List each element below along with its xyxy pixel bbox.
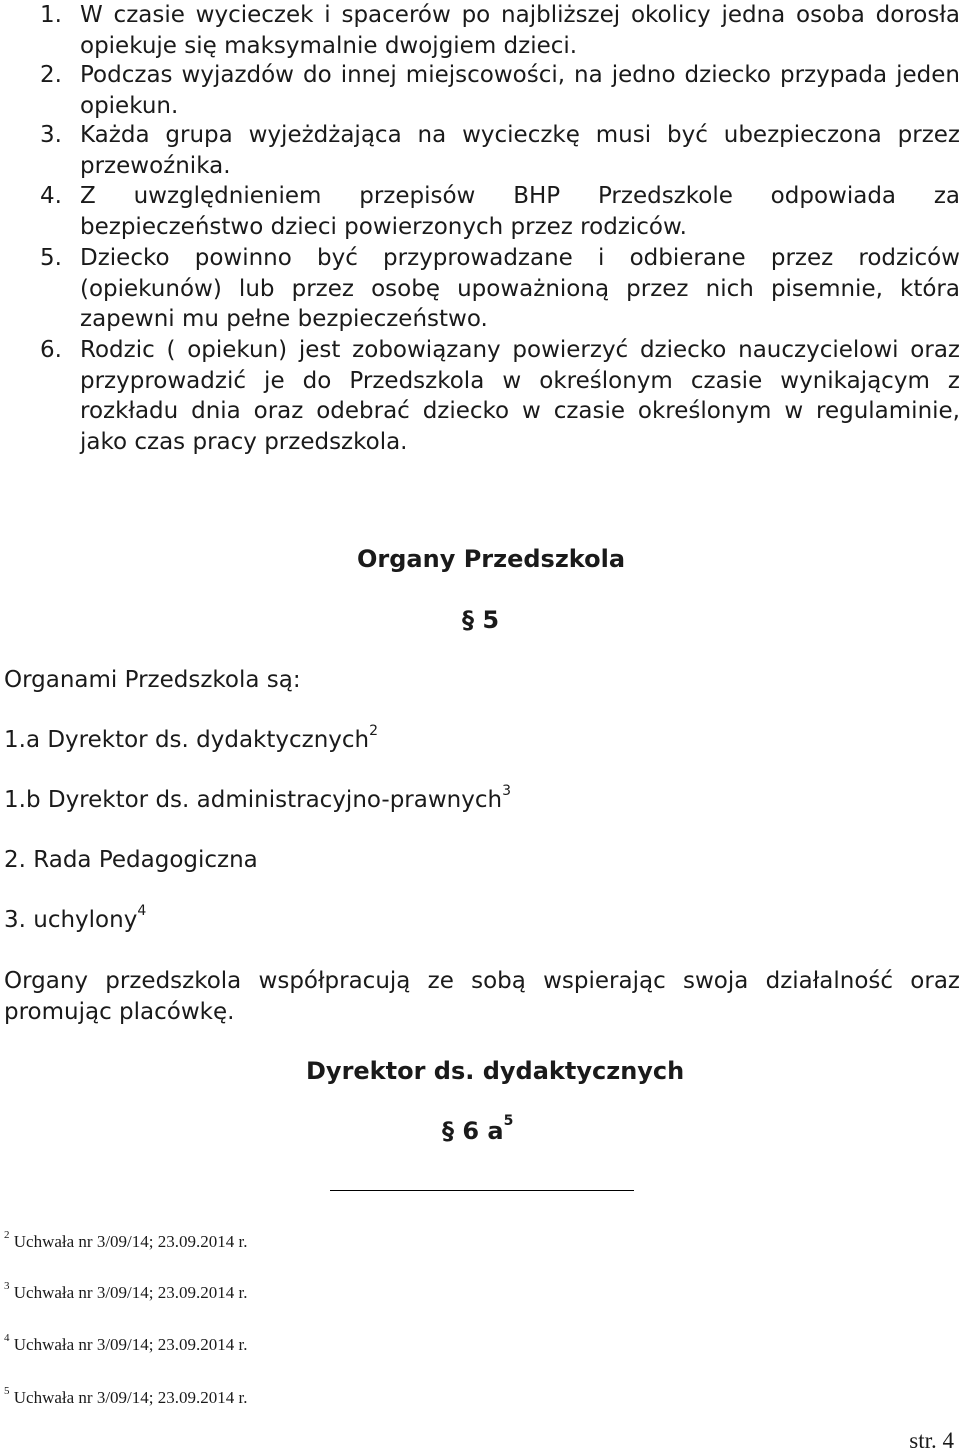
organ-item <box>4 723 379 753</box>
footnote-ref[interactable]: 2 <box>369 723 379 739</box>
list-item-text: Dziecko powinno być przyprowadzane i odbierane przez rodziców (opiekunów) lub przez osobę upoważnioną przez nich pisemnie, która zapewni mu pełne bezpieczeństwo. <box>80 245 960 332</box>
footnote-separator <box>330 1190 634 1191</box>
footnote-mark: 2 <box>4 1229 10 1241</box>
organ-label: 1.a Dyrektor ds. dydaktycznych <box>4 727 370 753</box>
footnote-text: Uchwała nr 3/09/14; 23.09.2014 r. <box>13 1388 248 1407</box>
footnote-ref[interactable]: 5 <box>503 1113 514 1129</box>
organs-intro: Organami Przedszkola są: <box>4 667 301 693</box>
list-item-text: Każda grupa wyjeżdżająca na wycieczkę musi być ubezpieczona przez przewoźnika. <box>80 122 960 179</box>
list-item-number: 4. <box>40 183 62 209</box>
organ-item <box>4 847 258 873</box>
paragraph-mark: § 5 <box>462 606 500 634</box>
footnote-mark: 5 <box>4 1385 10 1397</box>
closing-paragraph: Organy przedszkola współpracują ze sobą wspierając swoja działalność oraz promując placówkę. <box>4 968 960 1025</box>
footnote-text: Uchwała nr 3/09/14; 23.09.2014 r. <box>13 1232 248 1251</box>
section-heading: Dyrektor ds. dydaktycznych <box>306 1057 685 1085</box>
list-item-text: Z uwzględnieniem przepisów BHP Przedszkole odpowiada za bezpieczeństwo dzieci powierzonych przez rodziców. <box>80 183 960 240</box>
organ-label: 2. Rada Pedagogiczna <box>4 847 258 873</box>
paragraph-mark-label: § 6 a <box>442 1117 504 1145</box>
organ-label: 3. uchylony <box>4 907 138 933</box>
footnote <box>4 1229 248 1252</box>
section-heading: Organy Przedszkola <box>357 545 626 573</box>
organ-item <box>4 783 511 813</box>
footnote <box>4 1385 248 1408</box>
list-item-number: 3. <box>40 122 62 148</box>
footnote-mark: 3 <box>4 1280 10 1292</box>
list-item-number: 6. <box>40 337 62 363</box>
list-item-text: Podczas wyjazdów do innej miejscowości, na jedno dziecko przypada jeden opiekun. <box>80 62 960 119</box>
footnote <box>4 1280 248 1303</box>
list-item-text: W czasie wycieczek i spacerów po najbliższej okolicy jedna osoba dorosła opiekuje się maksymalnie dwojgiem dzieci. <box>80 2 960 59</box>
paragraph-mark <box>442 1113 514 1145</box>
organ-label: 1.b Dyrektor ds. administracyjno-prawnych <box>4 787 503 813</box>
footnote-text: Uchwała nr 3/09/14; 23.09.2014 r. <box>13 1335 248 1354</box>
list-item-text: Rodzic ( opiekun) jest zobowiązany powierzyć dziecko nauczycielowi oraz przyprowadzić je do Przedszkola w określonym czasie wynikającym z rozkładu dnia oraz odebrać dziecko w czasie określonym w regulaminie, jako czas pracy przedszkola. <box>80 337 960 455</box>
footnote <box>4 1332 248 1355</box>
footnote-ref[interactable]: 3 <box>502 783 511 799</box>
page-number: str. 4 <box>909 1428 954 1453</box>
footnote-ref[interactable]: 4 <box>137 903 147 919</box>
list-item-number: 2. <box>40 62 62 88</box>
footnote-text: Uchwała nr 3/09/14; 23.09.2014 r. <box>13 1283 248 1302</box>
list-item-number: 1. <box>40 2 62 28</box>
footnote-mark: 4 <box>4 1332 10 1344</box>
organ-item <box>4 903 147 933</box>
list-item-number: 5. <box>40 245 62 271</box>
